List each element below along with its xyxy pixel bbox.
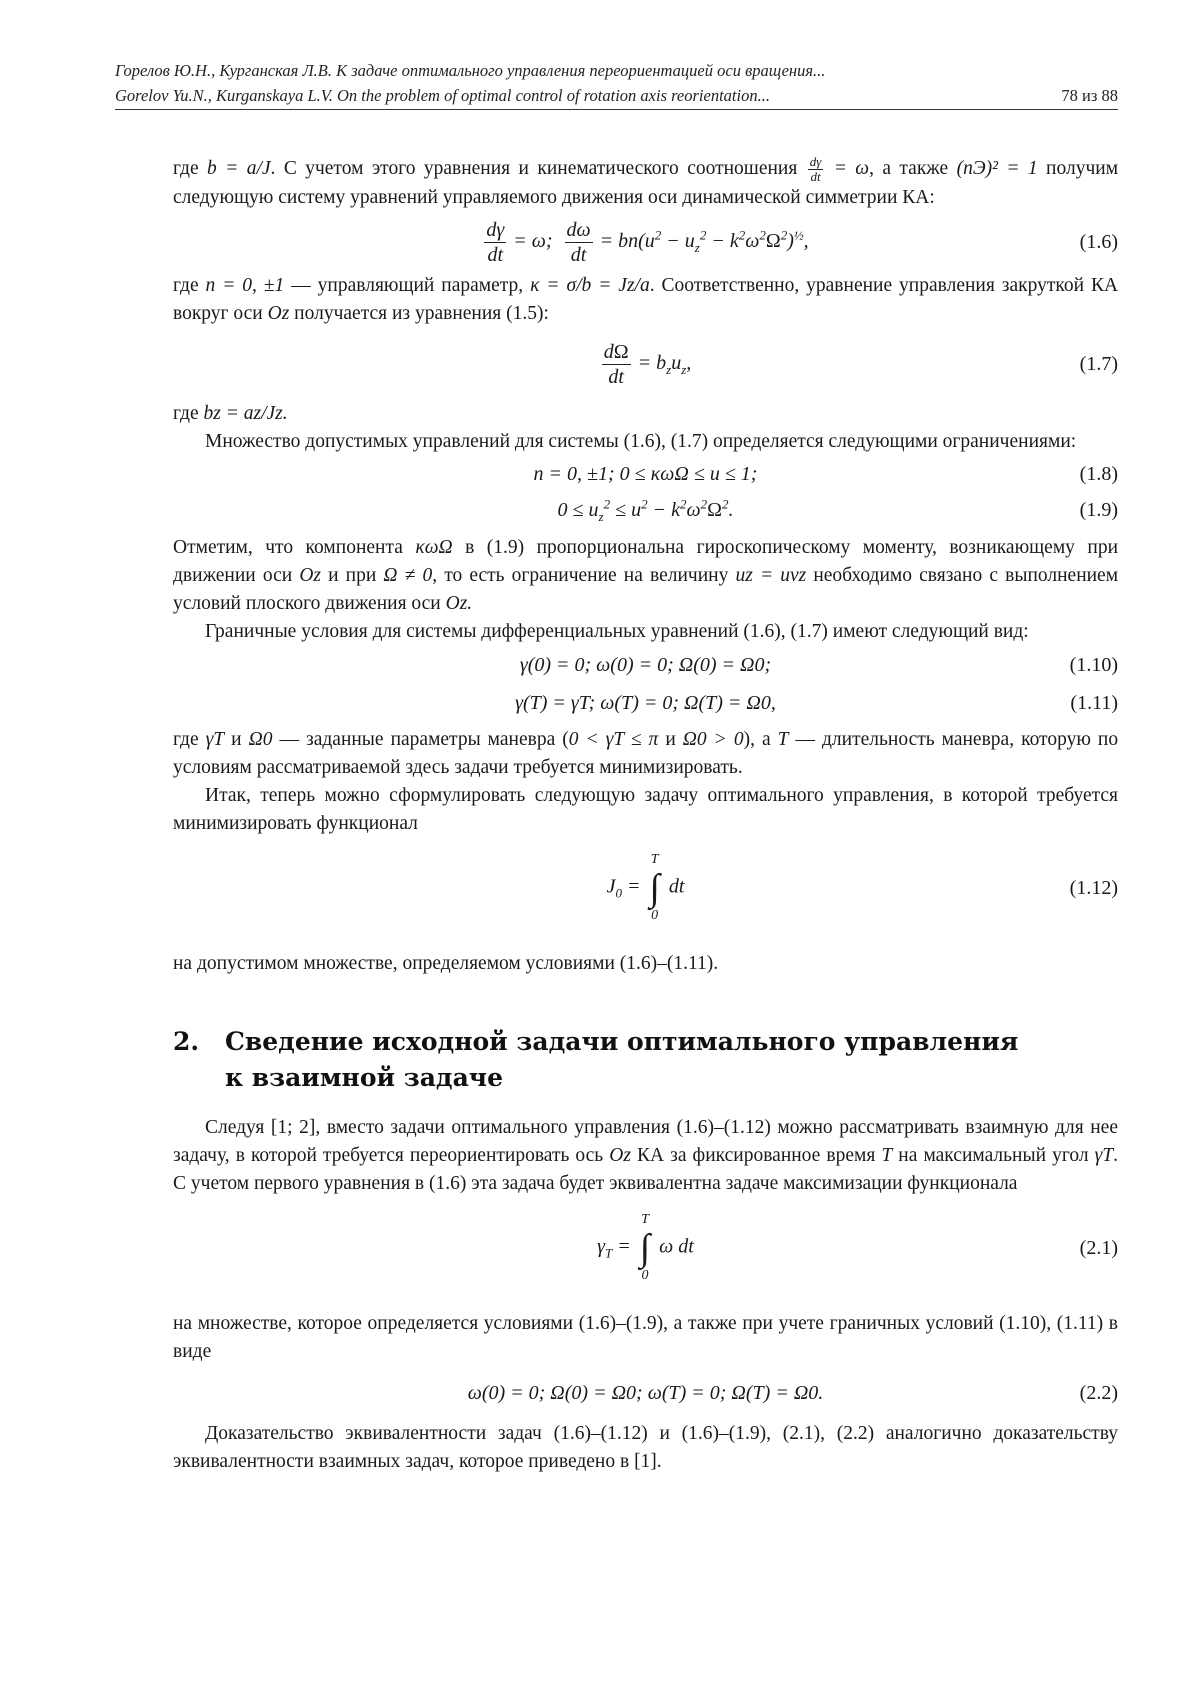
text: Доказательство эквивалентности задач (1.6)–(1.12) и (1.6)–(1.9), (2.1), (2.2) аналогично доказательству эквивалентности взаимных задач, которое приведено в [1]. — [173, 1423, 1118, 1473]
equation-1-7 — [173, 328, 1118, 400]
text: — управляющий параметр, — [291, 275, 524, 297]
text: и — [665, 729, 676, 751]
inline-math: Oz — [299, 565, 321, 587]
text: где — [173, 275, 199, 297]
text: КА за фиксированное время — [637, 1145, 876, 1167]
equation-body: $\frac{d\gamma}{dt}$ = ω; $\frac{d\omega}{dt}$ = $bn(u^2 - u_z^2 - k^2\omega^2\Omega^2)^{\frac{1}{2}}$, — [486, 218, 809, 266]
text: получается из уравнения (1.5): — [294, 303, 549, 325]
equation-number: (1.7) — [1079, 353, 1118, 376]
paragraph — [173, 1420, 1118, 1476]
text: на множестве, которое определяется условиями (1.6)–(1.9), а также при учете граничных условий (1.10), (1.11) в виде — [173, 1313, 1118, 1363]
header-title-ru: Горелов Ю.Н., Курганская Л.В. К задаче оптимального управления переориентацией оси вращения... — [115, 61, 826, 80]
section-number: 2. — [173, 1027, 200, 1057]
fraction-numerator: dγ — [809, 154, 822, 170]
paragraph — [173, 534, 1118, 618]
equation-number: (1.6) — [1079, 231, 1118, 254]
paragraph — [173, 782, 1118, 838]
paragraph — [173, 618, 1118, 646]
text: — заданные параметры маневра ( — [279, 729, 569, 751]
inline-math: 0 < γT ≤ π — [568, 729, 659, 751]
text: где — [173, 729, 199, 751]
equation-1-8 — [173, 456, 1118, 492]
text: на максимальный угол — [898, 1145, 1089, 1167]
equation-2-1 — [173, 1198, 1118, 1298]
text: , а также — [869, 158, 949, 179]
paragraph — [173, 726, 1118, 782]
integral-sign: T ∫ 0 — [649, 852, 660, 924]
text: где — [173, 158, 199, 179]
text: . С учетом этого уравнения и кинематического соотношения — [270, 158, 798, 179]
equation-number: (1.12) — [1069, 877, 1118, 900]
inline-math: Ω0 — [248, 729, 273, 751]
text: Итак, теперь можно сформулировать следующую задачу оптимального управления, в которой требуется минимизировать функционал — [173, 785, 1118, 835]
equation-body: n = 0, ±1; 0 ≤ κωΩ ≤ u ≤ 1; — [533, 463, 758, 486]
fraction: $\frac{d\omega}{dt}$ — [566, 218, 591, 266]
inline-math: γT — [205, 729, 225, 751]
inline-math: κ = σ/b = Jz/a — [530, 275, 650, 297]
paragraph — [173, 272, 1118, 328]
equation-1-9 — [173, 492, 1118, 528]
equation-number: (1.11) — [1070, 692, 1118, 715]
equation-body: ω(0) = 0; Ω(0) = Ω0; ω(T) = 0; Ω(T) = Ω0. — [467, 1382, 824, 1405]
paragraph — [173, 1310, 1118, 1366]
text: . Соответственно, уравнение управления закруткой КА вокруг оси — [173, 275, 1119, 325]
text: ), а — [743, 729, 771, 751]
equation-body: $\frac{d\Omega}{dt}$ = $b_zu_z$, — [603, 340, 692, 388]
header-rule — [115, 109, 1118, 110]
text: Граничные условия для системы дифференциальных уравнений (1.6), (1.7) имеют следующий вид: — [205, 621, 1029, 643]
fraction: $\frac{d\Omega}{dt}$ — [603, 340, 629, 388]
equation-1-10 — [173, 646, 1118, 684]
inline-math: n = 0, ±1 — [205, 275, 285, 297]
text: , то есть ограничение на величину — [432, 565, 729, 587]
text: Следуя [1; 2], вместо задачи оптимального управления (1.6)–(1.12) можно рассматривать взаимную для нее задачу, в которой требуется переориентировать ось — [173, 1117, 1118, 1167]
text: — длительность маневра, которую по условиям рассматриваемой здесь задачи требуется минимизировать. — [173, 729, 1119, 779]
header-line-ru — [115, 58, 1118, 83]
running-header — [115, 58, 1118, 110]
inline-math: Oz. — [445, 593, 473, 615]
inline-math: T — [777, 729, 789, 751]
equation-number: (2.1) — [1079, 1237, 1118, 1260]
text: и при — [328, 565, 377, 587]
page-body — [173, 155, 1118, 1476]
equation-number: (2.2) — [1079, 1382, 1118, 1405]
text: и — [231, 729, 242, 751]
page-number: 78 из 88 — [1061, 86, 1118, 105]
inline-math: b = a/J — [207, 158, 271, 179]
equation-number: (1.9) — [1079, 499, 1118, 522]
equation-number: (1.8) — [1079, 463, 1118, 486]
equation-body: $\gamma_T$ = T ∫ 0 ω dt — [597, 1212, 694, 1284]
text: Отметим, что компонента — [173, 537, 403, 559]
section-heading — [173, 1024, 1118, 1096]
inline-math: = ω — [833, 158, 870, 179]
text: . С учетом первого уравнения в (1.6) эта задача будет эквивалентна задаче максимизации функционала — [173, 1145, 1119, 1195]
inline-math: Ω ≠ 0 — [383, 565, 433, 587]
equation-number: (1.10) — [1069, 654, 1118, 677]
equation-body: $0 \le u_z^2 \le u^2 - k^2\omega^2\Omega^2$. — [557, 496, 734, 525]
inline-math: (nЭ)² = 1 — [956, 158, 1038, 179]
section-title-line: к взаимной задаче — [225, 1063, 503, 1093]
inline-math: uz = uνz — [735, 565, 807, 587]
inline-math: Oz — [267, 303, 290, 325]
equation-body: γ(T) = γT; ω(T) = 0; Ω(T) = Ω0, — [515, 692, 776, 715]
header-line-en — [115, 83, 1118, 108]
text: Множество допустимых управлений для системы (1.6), (1.7) определяется следующими ограничениями: — [205, 431, 1077, 453]
inline-fraction — [808, 155, 824, 184]
text: необходимо связано с выполнением условий плоского движения оси — [173, 565, 1119, 615]
equation-2-2 — [173, 1366, 1118, 1420]
paragraph — [173, 428, 1118, 456]
paragraph — [173, 950, 1118, 978]
text: в (1.9) пропорциональна гироскопическому моменту, возникающему при движении оси — [173, 537, 1119, 587]
paragraph — [173, 400, 1118, 428]
equation-1-11 — [173, 684, 1118, 722]
inline-math: κωΩ — [415, 537, 453, 559]
equation-body: γ(0) = 0; ω(0) = 0; Ω(0) = Ω0; — [519, 654, 772, 677]
integral-sign: T ∫ 0 — [639, 1212, 651, 1284]
header-title-en: Gorelov Yu.N., Kurganskaya L.V. On the problem of optimal control of rotation axis reorientation... — [115, 86, 770, 105]
paragraph — [173, 155, 1118, 212]
equation-body: $J_0$ = T ∫ 0 dt — [606, 852, 685, 924]
inline-math: Ω0 > 0 — [682, 729, 744, 751]
fraction-denominator: dt — [810, 169, 821, 185]
inline-math: T — [881, 1145, 893, 1167]
text: получим следующую систему уравнений управляемого движения оси динамической симметрии КА: — [173, 158, 1119, 209]
equation-1-6 — [173, 212, 1118, 272]
text: на допустимом множестве, определяемом условиями (1.6)–(1.11). — [173, 953, 719, 975]
inline-math: γT — [1094, 1145, 1114, 1167]
inline-math: Oz — [609, 1145, 631, 1167]
inline-math: bz = az/Jz. — [203, 403, 288, 425]
paragraph — [173, 1114, 1118, 1198]
fraction: $\frac{d\gamma}{dt}$ — [486, 218, 505, 266]
equation-1-12 — [173, 838, 1118, 938]
text: где — [173, 403, 199, 425]
section-title-line: Сведение исходной задачи оптимального управления — [225, 1027, 1019, 1057]
